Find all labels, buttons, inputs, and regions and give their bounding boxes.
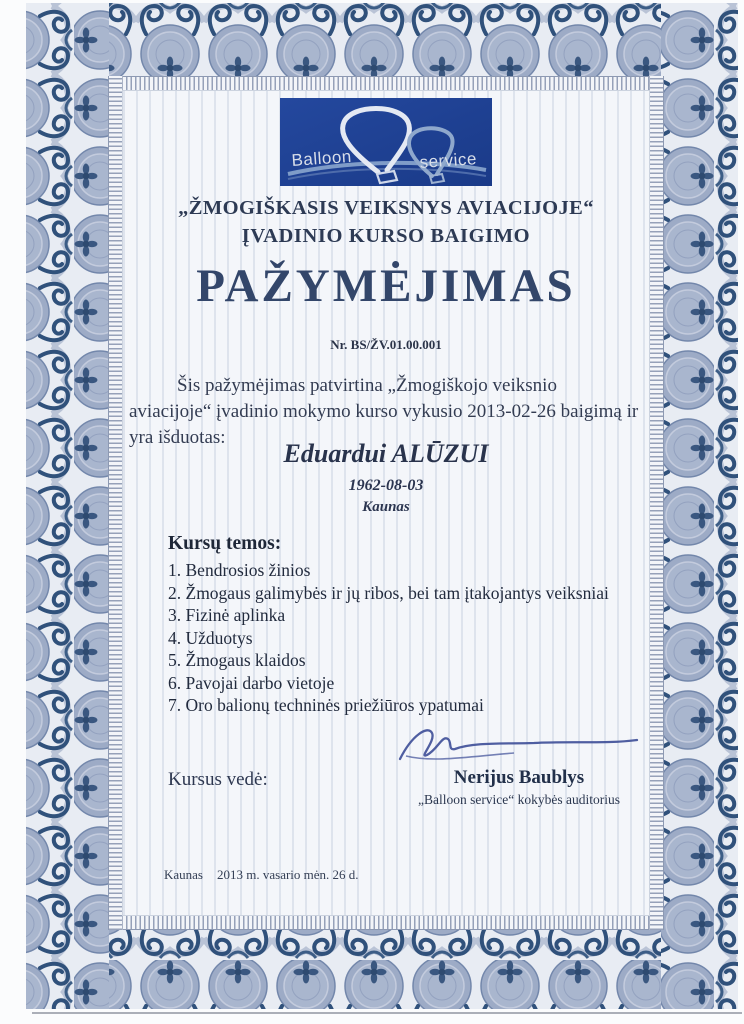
certificate-number: Nr. BS/ŽV.01.00.001 [330,337,442,352]
logo-text-service: service [418,149,478,172]
signature-image [394,723,644,765]
topic-item: 7. Oro balionų techninės priežiūros ypatumai [168,695,484,715]
signer-role: „Balloon service“ kokybės auditorius [417,792,621,807]
signature-block [381,723,657,808]
balloon-service-logo [280,98,492,186]
recipient-name: Eduardui ALŪZUI [283,439,489,468]
topic-item: 5. Žmogaus klaidos [168,650,306,670]
issue-city: Kaunas [164,867,203,882]
recipient-birth-date: 1962-08-03 [348,477,424,494]
frame-tick-top [108,76,664,91]
frame-tick-bottom [108,915,664,930]
issue-place-date [164,867,359,883]
topic-item: 1. Bendrosios žinios [168,560,311,580]
statement-paragraph: Šis pažymėjimas patvirtina „Žmogiškojo veiksnio aviacijoje“ įvadinio mokymo kurso vykusio 2013-02-26 baigimą ir yra išduotas: [129,375,639,449]
scan-edge-shadow [32,1012,742,1014]
topics-heading: Kursų temos: [168,533,282,554]
inner-frame [108,76,664,930]
issue-date: 2013 m. vasario mėn. 26 d. [217,867,359,882]
frame-tick-left [108,76,123,930]
topic-item: 6. Pavojai darbo vietoje [168,672,335,693]
course-type-heading: ĮVADINIO KURSO BAIGIMO [241,225,531,247]
certificate-content [122,90,650,916]
topic-item: 3. Fizinė aplinka [168,605,286,625]
signer-name: Nerijus Baublys [453,767,585,788]
course-name-heading: „ŽMOGIŠKASIS VEIKSNYS AVIACIJOJE“ [178,197,594,219]
recipient-city: Kaunas [362,499,410,515]
signature-label: Kursus vedė: [168,769,268,790]
course-topics [168,533,609,717]
certificate-title: PAŽYMĖJIMAS [196,260,576,312]
topic-item: 4. Užduotys [168,627,253,648]
topic-item: 2. Žmogaus galimybės ir jų ribos, bei tam įtakojantys veiksniai [168,582,609,603]
logo-text-balloon: Balloon [290,146,353,170]
